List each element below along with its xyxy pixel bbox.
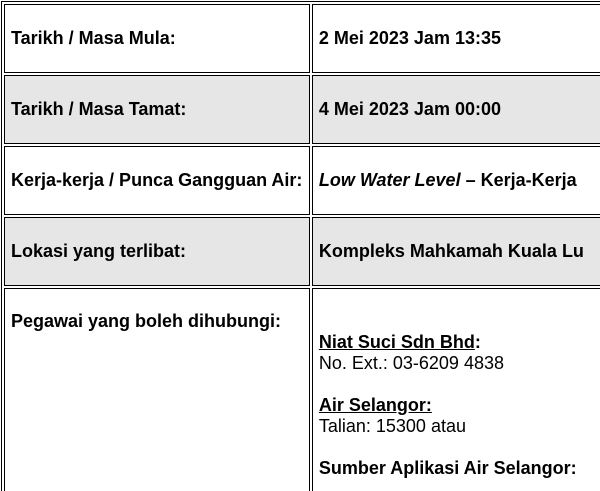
org2-name: Air Selangor: [318, 395, 432, 415]
row-cause [4, 146, 600, 215]
row-location [4, 217, 600, 286]
contact-value [312, 288, 600, 491]
start-time-value: 2 Mei 2023 Jam 13:35 [312, 4, 600, 73]
contact-label: Pegawai yang boleh dihubungi: [4, 288, 310, 491]
cause-value-rest: – Kerja-Kerja [460, 170, 577, 190]
org1-detail: No. Ext.: 03-6209 4838 [318, 353, 504, 373]
row-contact [4, 288, 600, 491]
cause-value-italic: Low Water Level [318, 170, 461, 190]
contact-spacer [319, 311, 600, 332]
cause-label: Kerja-kerja / Punca Gangguan Air: [4, 146, 310, 215]
org1-colon: : [474, 332, 481, 352]
end-time-value: 4 Mei 2023 Jam 00:00 [312, 75, 600, 144]
end-time-label: Tarikh / Masa Tamat: [4, 75, 310, 144]
location-label: Lokasi yang terlibat: [4, 217, 310, 286]
location-value: Kompleks Mahkamah Kuala Lu [312, 217, 600, 286]
contact-spacer [319, 437, 600, 458]
org1-name: Niat Suci Sdn Bhd [318, 332, 475, 352]
cause-value [312, 146, 600, 215]
org1-heading [319, 332, 600, 353]
row-end-time [4, 75, 600, 144]
water-disruption-table [1, 1, 600, 491]
org2-detail: Talian: 15300 atau [318, 416, 466, 436]
contact-spacer [319, 374, 600, 395]
org3-name: Sumber Aplikasi Air Selangor: [318, 458, 577, 478]
start-time-label: Tarikh / Masa Mula: [4, 4, 310, 73]
contact-block [319, 311, 600, 479]
row-start-time [4, 4, 600, 73]
